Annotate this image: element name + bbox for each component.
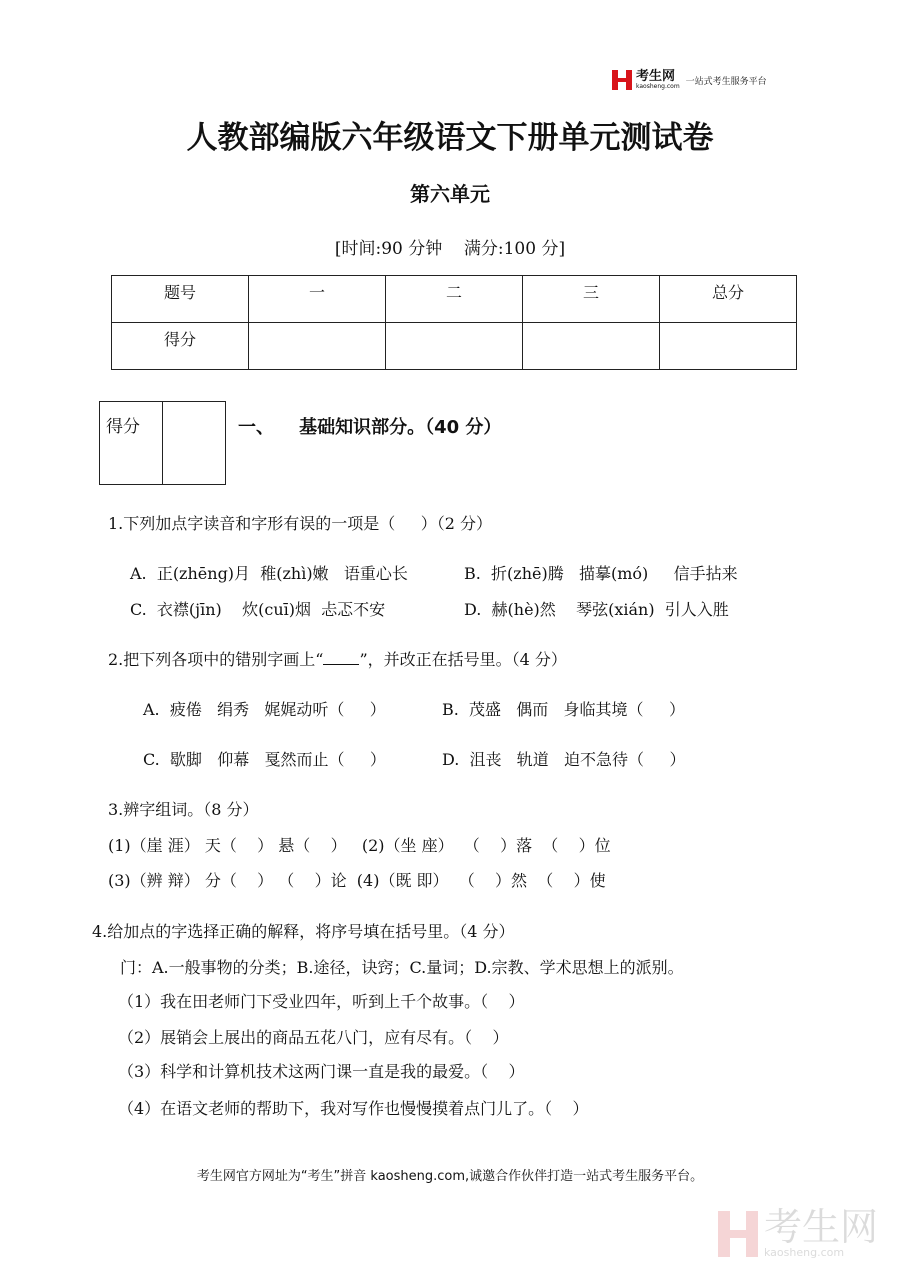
q4-stem: 4.给加点的字选择正确的解释，将序号填在括号里。（4 分） <box>92 922 515 941</box>
footer: 考生网官方网址为“考生”拼音 kaosheng.com,诚邀合作伙伴打造一站式考生服务平台。 <box>196 1169 704 1184</box>
q2-option-b: B. 茂盛 偶而 身临其境（ ） <box>442 700 685 719</box>
score-cell[interactable] <box>660 323 797 370</box>
q4-item: （4）在语文老师的帮助下，我对写作也慢慢摸着点门儿了。（ ） <box>118 1099 589 1118</box>
watermark-domain: kaosheng.com <box>764 1246 845 1259</box>
q2-stem-a: 2.把下列各项中的错别字画上“ <box>108 650 324 669</box>
section-score-box <box>99 401 226 485</box>
q2-stem-b: ”，并改正在括号里。（4 分） <box>359 650 567 669</box>
logo <box>612 70 767 90</box>
q4-item: （2）展销会上展出的商品五花八门，应有尽有。（ ） <box>118 1028 509 1047</box>
q1-option-a: A. 正(zhēng)月 稚(zhì)嫩 语重心长 <box>130 564 408 583</box>
watermark <box>718 1205 879 1259</box>
page-subtitle: 第六单元 <box>410 182 490 206</box>
q4-item: （1）我在田老师门下受业四年，听到上千个故事。（ ） <box>118 992 525 1011</box>
header-cell: 二 <box>386 276 523 323</box>
q2-stem <box>108 647 567 670</box>
logo-slogan: 一站式考生服务平台 <box>685 76 767 87</box>
header-cell: 总分 <box>660 276 797 323</box>
exam-meta: [时间:90 分钟 满分:100 分] <box>334 239 566 259</box>
score-cell[interactable] <box>386 323 523 370</box>
logo-name: 考生网 <box>636 69 676 84</box>
row-label: 得分 <box>112 323 249 370</box>
underline-blank <box>323 664 359 665</box>
q3-row-1: (1)（崖 涯） 天（ ） 悬（ ） (2)（坐 座） （ ）落 （ ）位 <box>108 836 611 855</box>
q4-item: （3）科学和计算机技术这两门课一直是我的最爱。（ ） <box>118 1062 525 1081</box>
header-cell: 三 <box>523 276 660 323</box>
header-cell: 一 <box>249 276 386 323</box>
logo-mark-icon <box>612 70 632 90</box>
page-title: 人教部编版六年级语文下册单元测试卷 <box>186 120 714 156</box>
header-cell: 题号 <box>112 276 249 323</box>
score-table <box>111 275 797 370</box>
watermark-logo-icon <box>718 1211 758 1257</box>
q1-option-c: C. 衣襟(jīn) 炊(cuī)烟 忐忑不安 <box>130 600 386 619</box>
q3-row-2: (3)（辨 辩） 分（ ） （ ）论 (4)（既 即） （ ）然 （ ）使 <box>108 871 606 890</box>
score-cell[interactable] <box>523 323 660 370</box>
q3-stem: 3.辨字组词。（8 分） <box>108 800 259 819</box>
q4-definitions: 门：A.一般事物的分类；B.途径，诀窍；C.量词；D.宗教、学术思想上的派别。 <box>120 958 684 977</box>
q1-option-b: B. 折(zhē)腾 描摹(mó) 信手拈来 <box>464 564 738 583</box>
watermark-name: 考生网 <box>764 1205 879 1249</box>
q2-option-c: C. 歇脚 仰幕 戛然而止（ ） <box>143 750 386 769</box>
logo-domain: kaosheng.com <box>636 83 680 90</box>
q1-stem: 1.下列加点字读音和字形有误的一项是（ ）（2 分） <box>108 514 492 533</box>
section-score-label: 得分 <box>100 402 163 485</box>
q1-option-d: D. 赫(hè)然 琴弦(xián) 引人入胜 <box>464 600 729 619</box>
section-heading: 一、 基础知识部分。（40 分） <box>238 417 502 438</box>
q2-option-a: A. 疲倦 绢秀 娓娓动听（ ） <box>143 700 386 719</box>
q2-option-d: D. 沮丧 轨道 迫不急待（ ） <box>442 750 686 769</box>
section-score-cell[interactable] <box>163 402 226 485</box>
score-cell[interactable] <box>249 323 386 370</box>
